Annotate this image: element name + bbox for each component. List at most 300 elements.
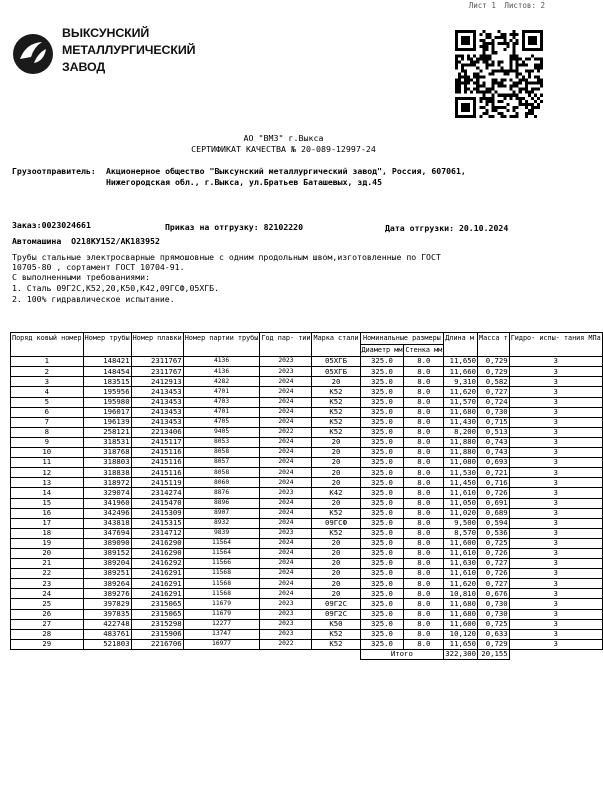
cell-diameter: 325.0	[360, 528, 404, 538]
cell-mass: 0,727	[478, 387, 510, 397]
cell-pipe-number: 258121	[83, 427, 131, 437]
cell-mass: 0,725	[478, 538, 510, 548]
cell-heat-number: 2311767	[131, 367, 183, 377]
header-seq: Поряд ковый номер	[11, 333, 84, 357]
cell-diameter: 325.0	[360, 458, 404, 468]
cell-diameter: 325.0	[360, 468, 404, 478]
cell-seq: 8	[11, 427, 84, 437]
cell-seq: 27	[11, 619, 84, 629]
ship-date	[385, 223, 508, 233]
cell-diameter: 325.0	[360, 377, 404, 387]
cell-heat-number: 2415116	[131, 468, 183, 478]
table-row	[11, 579, 603, 589]
cell-batch-number: 8058	[183, 448, 260, 458]
cell-heat-number: 2413453	[131, 407, 183, 417]
cell-pipe-number: 196017	[83, 407, 131, 417]
header-mass: Масса т	[478, 333, 510, 357]
cell-batch-year: 2024	[260, 458, 312, 468]
cell-batch-number: 4282	[183, 377, 260, 387]
cell-pipe-number: 195980	[83, 397, 131, 407]
table-row	[11, 407, 603, 417]
table-row	[11, 498, 603, 508]
cell-diameter: 325.0	[360, 569, 404, 579]
header-year: Год пар- тии	[260, 333, 312, 357]
shipment-order	[165, 222, 303, 232]
logo-line-3: ЗАВОД	[62, 60, 106, 74]
cell-mass: 0,727	[478, 579, 510, 589]
cell-heat-number: 2415470	[131, 498, 183, 508]
cell-batch-year: 2024	[260, 548, 312, 558]
cell-batch-year: 2024	[260, 538, 312, 548]
table-row	[11, 468, 603, 478]
table-row	[11, 599, 603, 609]
cell-mass: 0,724	[478, 397, 510, 407]
total-length: 322,300	[445, 649, 477, 659]
cell-seq: 2	[11, 367, 84, 377]
cell-mass: 0,727	[478, 559, 510, 569]
cell-length: 11,680	[444, 407, 478, 417]
cell-batch-number: 11566	[183, 559, 260, 569]
cell-wall: 8.0	[404, 559, 444, 569]
cell-length: 11,880	[444, 437, 478, 447]
cell-hydro-test: 3	[509, 458, 602, 468]
cell-diameter: 325.0	[360, 417, 404, 427]
cell-hydro-test: 3	[509, 478, 602, 488]
cell-batch-number: 4136	[183, 357, 260, 367]
cell-length: 11,570	[444, 397, 478, 407]
cell-batch-number: 4703	[183, 397, 260, 407]
cell-batch-year: 2022	[260, 639, 312, 649]
cell-seq: 4	[11, 387, 84, 397]
vehicle-value: О218КУ152/АК183952	[71, 236, 160, 246]
cell-length: 11,880	[444, 448, 478, 458]
cell-batch-year: 2023	[260, 609, 312, 619]
cell-heat-number: 2314712	[131, 528, 183, 538]
cell-seq: 1	[11, 357, 84, 367]
cell-diameter: 325.0	[360, 579, 404, 589]
cell-seq: 29	[11, 639, 84, 649]
cell-wall: 8.0	[404, 448, 444, 458]
cell-batch-number: 8057	[183, 458, 260, 468]
cell-pipe-number: 397835	[83, 609, 131, 619]
cell-hydro-test: 3	[509, 569, 602, 579]
description-line-1: Трубы стальные электросварные прямошовные с одним продольным швом,изготовленные по ГОСТ	[12, 252, 441, 262]
cell-seq: 14	[11, 488, 84, 498]
cell-batch-year: 2024	[260, 468, 312, 478]
consignor-line-2: Нижегородская обл., г.Выкса, ул.Братьев Баташевых, зд.45	[106, 177, 383, 187]
cell-batch-year: 2024	[260, 377, 312, 387]
cell-steel-grade: 20	[312, 498, 360, 508]
cell-mass: 0,730	[478, 609, 510, 619]
cell-diameter: 325.0	[360, 357, 404, 367]
cell-mass: 0,730	[478, 407, 510, 417]
issuer: АО "ВМЗ" г.Выкса	[243, 133, 324, 143]
order-label: Заказ:	[12, 220, 42, 230]
total-spacer	[11, 649, 361, 659]
logo-mark-icon	[12, 33, 54, 75]
cell-heat-number: 2415116	[131, 448, 183, 458]
cell-hydro-test: 3	[509, 589, 602, 599]
cell-batch-number: 11564	[183, 548, 260, 558]
cell-pipe-number: 329074	[83, 488, 131, 498]
cell-length: 11,020	[444, 508, 478, 518]
cell-wall: 8.0	[404, 548, 444, 558]
cell-mass: 0,716	[478, 478, 510, 488]
table-row	[11, 427, 603, 437]
total-label: Итого	[360, 649, 444, 659]
cell-diameter: 325.0	[360, 589, 404, 599]
cell-hydro-test: 3	[509, 367, 602, 377]
cell-mass: 0,582	[478, 377, 510, 387]
cell-batch-number: 11564	[183, 538, 260, 548]
cell-pipe-number: 389276	[83, 589, 131, 599]
cell-seq: 10	[11, 448, 84, 458]
cell-heat-number: 2413453	[131, 417, 183, 427]
cell-pipe-number: 389090	[83, 538, 131, 548]
cell-length: 11,450	[444, 478, 478, 488]
cell-hydro-test: 3	[509, 508, 602, 518]
cell-hydro-test: 3	[509, 387, 602, 397]
cell-steel-grade: К52	[312, 528, 360, 538]
cell-hydro-test: 3	[509, 528, 602, 538]
cell-steel-grade: 20	[312, 538, 360, 548]
cell-wall: 8.0	[404, 538, 444, 548]
cell-steel-grade: К50	[312, 619, 360, 629]
cell-batch-number: 8876	[183, 488, 260, 498]
cell-mass: 0,689	[478, 508, 510, 518]
cell-mass: 0,726	[478, 569, 510, 579]
cell-hydro-test: 3	[509, 468, 602, 478]
cell-heat-number: 2216706	[131, 639, 183, 649]
cell-length: 9,310	[444, 377, 478, 387]
cell-heat-number: 2415315	[131, 518, 183, 528]
cell-seq: 22	[11, 569, 84, 579]
cell-length: 11,620	[444, 579, 478, 589]
cell-mass: 0,729	[478, 639, 510, 649]
cell-pipe-number: 521803	[83, 639, 131, 649]
cell-length: 11,660	[444, 367, 478, 377]
cell-mass: 0,691	[478, 498, 510, 508]
cell-wall: 8.0	[404, 569, 444, 579]
cell-batch-year: 2023	[260, 619, 312, 629]
cell-batch-year: 2024	[260, 478, 312, 488]
cell-batch-year: 2024	[260, 559, 312, 569]
cell-batch-year: 2024	[260, 387, 312, 397]
cell-batch-year: 2023	[260, 528, 312, 538]
cell-hydro-test: 3	[509, 437, 602, 447]
cell-diameter: 325.0	[360, 559, 404, 569]
cell-steel-grade: 05ХГБ	[312, 357, 360, 367]
cell-diameter: 325.0	[360, 508, 404, 518]
cell-heat-number: 2213406	[131, 427, 183, 437]
cell-hydro-test: 3	[509, 639, 602, 649]
cell-batch-number: 8896	[183, 498, 260, 508]
cell-wall: 8.0	[404, 579, 444, 589]
cell-mass: 0,715	[478, 417, 510, 427]
cell-length: 11,650	[444, 639, 478, 649]
header-hydro: Гидро- испы- тания МПа	[509, 333, 602, 357]
cell-seq: 23	[11, 579, 84, 589]
cell-diameter: 325.0	[360, 427, 404, 437]
cell-mass: 0,729	[478, 367, 510, 377]
cell-batch-year: 2023	[260, 357, 312, 367]
cell-seq: 19	[11, 538, 84, 548]
cell-pipe-number: 422748	[83, 619, 131, 629]
cell-length: 11,610	[444, 569, 478, 579]
cell-length: 11,600	[444, 538, 478, 548]
header-heat: Номер плавки	[131, 333, 183, 357]
cell-diameter: 325.0	[360, 498, 404, 508]
cell-length: 11,600	[444, 619, 478, 629]
cell-wall: 8.0	[404, 619, 444, 629]
cell-steel-grade: 05ХГБ	[312, 367, 360, 377]
cell-length: 11,080	[444, 458, 478, 468]
header-diameter: Диаметр мм	[360, 345, 404, 357]
cell-seq: 17	[11, 518, 84, 528]
cell-hydro-test: 3	[509, 488, 602, 498]
header-batch: Номер партии трубы	[183, 333, 260, 357]
cell-steel-grade: К52	[312, 629, 360, 639]
cell-seq: 25	[11, 599, 84, 609]
cell-length: 11,430	[444, 417, 478, 427]
cell-heat-number: 2416292	[131, 559, 183, 569]
cell-batch-number: 4705	[183, 417, 260, 427]
cell-heat-number: 2413453	[131, 397, 183, 407]
order-number	[12, 220, 91, 230]
cell-pipe-number: 195956	[83, 387, 131, 397]
cell-batch-year: 2024	[260, 448, 312, 458]
cell-pipe-number: 389204	[83, 559, 131, 569]
pipes-table	[10, 332, 603, 660]
cell-heat-number: 2315065	[131, 599, 183, 609]
cell-pipe-number: 318768	[83, 448, 131, 458]
cell-pipe-number: 389251	[83, 569, 131, 579]
cell-wall: 8.0	[404, 427, 444, 437]
table-row	[11, 639, 603, 649]
cell-batch-number: 8053	[183, 437, 260, 447]
cell-pipe-number: 318803	[83, 458, 131, 468]
vehicle	[12, 236, 160, 246]
cell-heat-number: 2416291	[131, 569, 183, 579]
table-row	[11, 619, 603, 629]
cell-hydro-test: 3	[509, 417, 602, 427]
cell-heat-number: 2413453	[131, 387, 183, 397]
cell-mass: 0,730	[478, 599, 510, 609]
cell-diameter: 325.0	[360, 437, 404, 447]
table-row	[11, 538, 603, 548]
cell-batch-number: 8932	[183, 518, 260, 528]
table-row	[11, 589, 603, 599]
cell-pipe-number: 183515	[83, 377, 131, 387]
cell-steel-grade: 20	[312, 478, 360, 488]
table-row	[11, 518, 603, 528]
cell-hydro-test: 3	[509, 377, 602, 387]
cell-hydro-test: 3	[509, 538, 602, 548]
description-line-2: 10705-80 , сортамент ГОСТ 10704-91.	[12, 262, 185, 272]
cell-seq: 15	[11, 498, 84, 508]
cell-length: 11,680	[444, 599, 478, 609]
cell-wall: 8.0	[404, 458, 444, 468]
cell-heat-number: 2415309	[131, 508, 183, 518]
cell-batch-year: 2024	[260, 397, 312, 407]
consignor-line-1: Акционерное общество "Выксунский металлургический завод", Россия, 607061,	[106, 166, 466, 176]
cell-pipe-number: 397829	[83, 599, 131, 609]
cell-steel-grade: 20	[312, 569, 360, 579]
cell-heat-number: 2415116	[131, 458, 183, 468]
cell-batch-number: 13747	[183, 629, 260, 639]
table-row	[11, 569, 603, 579]
cell-diameter: 325.0	[360, 639, 404, 649]
cell-hydro-test: 3	[509, 619, 602, 629]
cell-diameter: 325.0	[360, 629, 404, 639]
cell-wall: 8.0	[404, 387, 444, 397]
cell-steel-grade: 09Г2С	[312, 609, 360, 619]
cell-pipe-number: 483761	[83, 629, 131, 639]
cell-diameter: 325.0	[360, 387, 404, 397]
cell-length: 9,500	[444, 518, 478, 528]
header-pipe: Номер трубы	[83, 333, 131, 357]
cell-heat-number: 2416291	[131, 579, 183, 589]
shipment-order-value: 82102220	[263, 222, 304, 232]
table-row	[11, 629, 603, 639]
cell-steel-grade: 20	[312, 448, 360, 458]
cell-length: 11,680	[444, 609, 478, 619]
cell-heat-number: 2416290	[131, 538, 183, 548]
cell-batch-number: 9405	[183, 427, 260, 437]
cell-mass: 0,729	[478, 357, 510, 367]
cell-heat-number: 2415119	[131, 478, 183, 488]
cell-hydro-test: 3	[509, 498, 602, 508]
total-hydro-empty	[509, 649, 602, 659]
cell-pipe-number: 342496	[83, 508, 131, 518]
cell-hydro-test: 3	[509, 579, 602, 589]
table-row	[11, 437, 603, 447]
cell-batch-year: 2024	[260, 417, 312, 427]
cell-batch-number: 11568	[183, 569, 260, 579]
cell-batch-number: 4136	[183, 367, 260, 377]
cell-batch-year: 2022	[260, 427, 312, 437]
company-logo	[12, 25, 196, 85]
cell-hydro-test: 3	[509, 427, 602, 437]
certificate-title: СЕРТИФИКАТ КАЧЕСТВА № 20-089-12997-24	[191, 144, 376, 154]
cell-diameter: 325.0	[360, 407, 404, 417]
cell-steel-grade: 20	[312, 559, 360, 569]
cell-steel-grade: К52	[312, 427, 360, 437]
cell-length: 11,620	[444, 387, 478, 397]
total-mass: 20,155	[478, 649, 510, 659]
cell-length: 11,610	[444, 488, 478, 498]
cell-pipe-number: 343818	[83, 518, 131, 528]
cell-wall: 8.0	[404, 377, 444, 387]
cell-wall: 8.0	[404, 437, 444, 447]
table-row	[11, 559, 603, 569]
cell-batch-year: 2024	[260, 579, 312, 589]
cell-seq: 5	[11, 397, 84, 407]
cell-batch-number: 8058	[183, 468, 260, 478]
cell-diameter: 325.0	[360, 619, 404, 629]
requirement-2: 2. 100% гидравлическое испытание.	[12, 294, 175, 304]
cell-batch-number: 4701	[183, 407, 260, 417]
cell-batch-number: 9839	[183, 528, 260, 538]
cell-seq: 9	[11, 437, 84, 447]
cell-wall: 8.0	[404, 478, 444, 488]
cell-length: 10,810	[444, 589, 478, 599]
table-row	[11, 458, 603, 468]
cell-heat-number: 2416291	[131, 589, 183, 599]
cell-heat-number: 2311767	[131, 357, 183, 367]
logo-line-1: ВЫКСУНСКИЙ	[62, 26, 150, 40]
cell-wall: 8.0	[404, 488, 444, 498]
requirement-1: 1. Сталь 09Г2С,К52,20,К50,К42,09ГСФ,05ХГБ.	[12, 283, 220, 293]
cell-heat-number: 2315065	[131, 609, 183, 619]
cell-length: 11,530	[444, 468, 478, 478]
cell-diameter: 325.0	[360, 478, 404, 488]
cell-mass: 0,513	[478, 427, 510, 437]
table-row	[11, 367, 603, 377]
cell-batch-year: 2024	[260, 437, 312, 447]
cell-hydro-test: 3	[509, 448, 602, 458]
cell-steel-grade: К52	[312, 417, 360, 427]
qr-code-icon	[455, 30, 543, 118]
cell-batch-year: 2023	[260, 629, 312, 639]
cell-steel-grade: К52	[312, 407, 360, 417]
sheet-number: Лист 1	[468, 1, 496, 10]
table-row	[11, 548, 603, 558]
sheet-count: Листов: 2	[504, 1, 545, 10]
cell-steel-grade: 20	[312, 589, 360, 599]
cell-wall: 8.0	[404, 639, 444, 649]
cell-hydro-test: 3	[509, 407, 602, 417]
cell-hydro-test: 3	[509, 609, 602, 619]
cell-diameter: 325.0	[360, 599, 404, 609]
table-row	[11, 478, 603, 488]
cell-seq: 20	[11, 548, 84, 558]
cell-batch-number: 11568	[183, 579, 260, 589]
cell-pipe-number: 347694	[83, 528, 131, 538]
cell-mass: 0,743	[478, 448, 510, 458]
cell-length: 11,650	[444, 357, 478, 367]
cell-batch-number: 11679	[183, 609, 260, 619]
cell-steel-grade: К52	[312, 387, 360, 397]
cell-steel-grade: К42	[312, 488, 360, 498]
cell-heat-number: 2416290	[131, 548, 183, 558]
cell-batch-year: 2024	[260, 498, 312, 508]
cell-length: 11,630	[444, 559, 478, 569]
cell-wall: 8.0	[404, 397, 444, 407]
cell-wall: 8.0	[404, 468, 444, 478]
cell-diameter: 325.0	[360, 448, 404, 458]
cell-wall: 8.0	[404, 609, 444, 619]
header-wall: Стенка мм	[404, 345, 444, 357]
header-length: Длина м	[444, 333, 478, 357]
cell-seq: 12	[11, 468, 84, 478]
table-row	[11, 387, 603, 397]
cell-pipe-number: 318838	[83, 468, 131, 478]
cell-heat-number: 2412913	[131, 377, 183, 387]
table-row	[11, 377, 603, 387]
cell-mass: 0,726	[478, 488, 510, 498]
cell-hydro-test: 3	[509, 559, 602, 569]
cell-mass: 0,676	[478, 589, 510, 599]
cell-batch-number: 8907	[183, 508, 260, 518]
cell-wall: 8.0	[404, 599, 444, 609]
table-row	[11, 508, 603, 518]
cell-heat-number: 2315298	[131, 619, 183, 629]
cell-batch-number: 11568	[183, 589, 260, 599]
cell-seq: 3	[11, 377, 84, 387]
order-value: 0023024661	[41, 220, 91, 230]
table-row	[11, 397, 603, 407]
